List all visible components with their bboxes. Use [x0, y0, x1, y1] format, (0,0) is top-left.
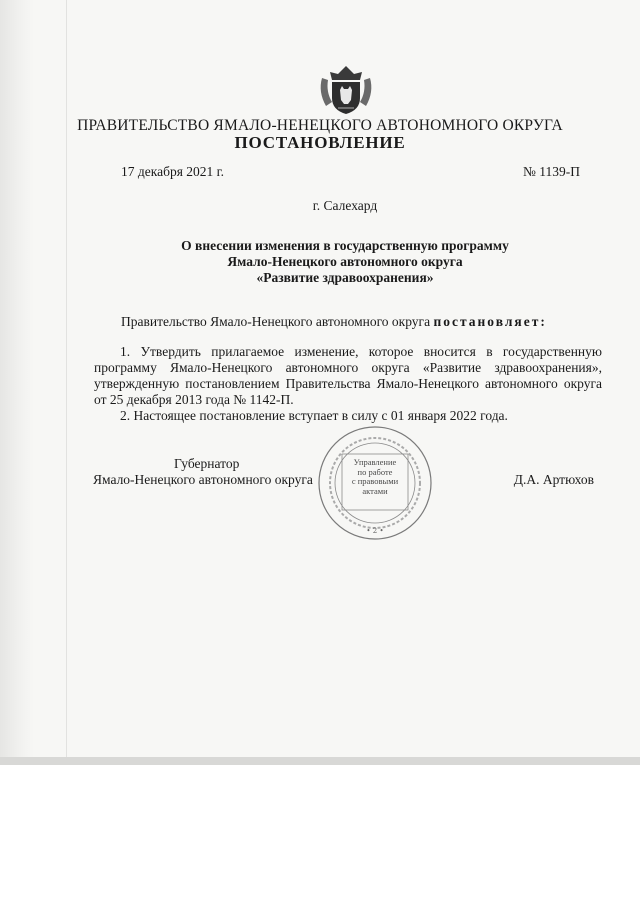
signatory-name: Д.А. Артюхов	[513, 472, 594, 487]
coat-of-arms-emblem	[316, 56, 376, 116]
document-subject	[0, 238, 640, 286]
document-city: г. Салехард	[312, 198, 378, 213]
document-number: № 1139-П	[523, 164, 580, 179]
document-date: 17 декабря 2021 г.	[121, 164, 225, 179]
svg-text:• 2 •: • 2 •	[366, 527, 384, 535]
organization-name: ПРАВИТЕЛЬСТВО ЯМАЛО-НЕНЕЦКОГО АВТОНОМНОГО ОКРУГА	[77, 117, 563, 134]
document-type-title: ПОСТАНОВЛЕНИЕ	[234, 133, 406, 152]
decree-word: постановляет:	[433, 314, 547, 329]
subject-line: «Развитие здравоохранения»	[256, 270, 434, 285]
signatory-title: Губернатор	[174, 456, 240, 471]
decree-item: 2. Настоящее постановление вступает в силу с 01 января 2022 года.	[120, 408, 508, 423]
decree-body	[94, 344, 602, 424]
signatory-region: Ямало-Ненецкого автономного округа	[93, 472, 313, 487]
intro-text: Правительство Ямало-Ненецкого автономного округа	[121, 314, 434, 329]
subject-line: Ямало-Ненецкого автономного округа	[227, 254, 463, 269]
scan-bottom-edge	[0, 757, 640, 765]
scan-left-edge	[0, 0, 34, 765]
scan-fold-line	[66, 0, 67, 765]
subject-line: О внесении изменения в государственную программу	[181, 238, 509, 253]
stamp-inner-text: Управление по работе с правовыми актами	[351, 457, 399, 496]
decree-item: 1. Утвердить прилагаемое изменение, которое вносится в государственную программу Ямало-Ненецкого автономного округа «Развитие здравоохранения», утвержденную постановлением Правительства Ямало-Ненецкого автономного округа от 25 декабря 2013 года № 1142-П.	[94, 344, 602, 407]
decree-intro	[121, 314, 547, 330]
